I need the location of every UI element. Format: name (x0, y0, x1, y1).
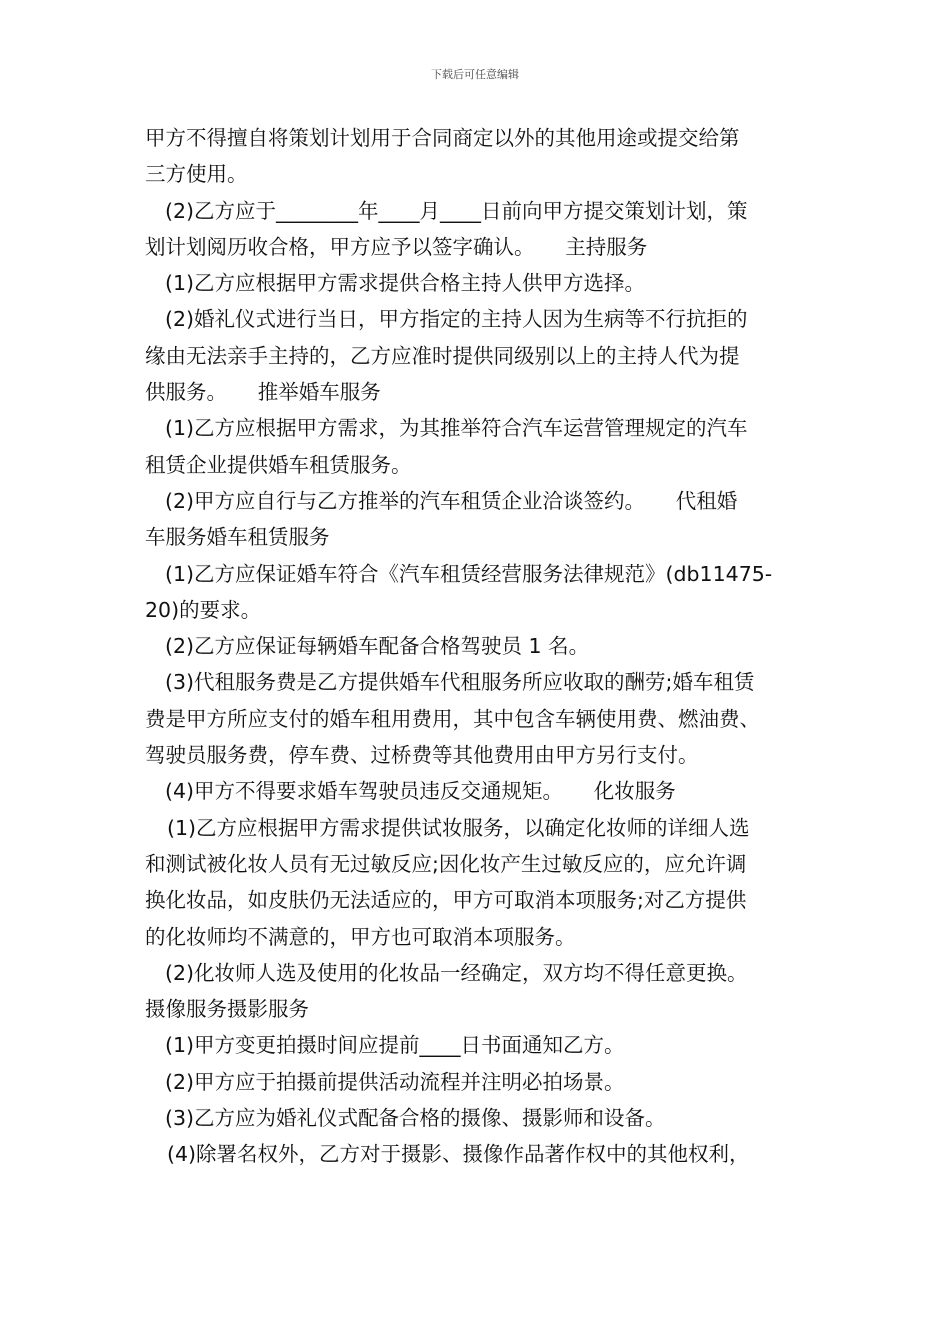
text-line: 20)的要求。 (145, 597, 262, 622)
text-line: (1)乙方应根据甲方需求提供试妆服务，以确定化妆师的详细人选 (167, 815, 750, 840)
text-line: (2)化妆师人选及使用的化妆品一经确定，双方均不得任意更换。 (165, 960, 748, 985)
text-line: (2)婚礼仪式进行当日，甲方指定的主持人因为生病等不行抗拒的 (165, 307, 748, 332)
text-line: 三方使用。 (145, 162, 248, 187)
contract-body (145, 120, 820, 1173)
text-line: 甲方不得擅自将策划计划用于合同商定以外的其他用途或提交给第 (145, 126, 740, 150)
text-line: 费是甲方所应支付的婚车租用费用，其中包含车辆使用费、燃油费、 (145, 706, 760, 731)
text-line: 换化妆品，如皮肤仍无法适应的，甲方可取消本项服务;对乙方提供 (145, 888, 747, 913)
text-line: (4)甲方不得要求婚车驾驶员违反交通规矩。 化妆服务 (165, 779, 676, 804)
text-line: (2)乙方应保证每辆婚车配备合格驾驶员 1 名。 (165, 634, 590, 659)
page-header-note: 下载后可任意编辑 (431, 68, 519, 81)
text-line: (1)乙方应根据甲方需求，为其推举符合汽车运营管理规定的汽车 (165, 416, 748, 441)
text-line: (4)除署名权外，乙方对于摄影、摄像作品著作权中的其他权利， (167, 1142, 750, 1167)
text-line: (1)甲方变更拍摄时间应提前____日书面通知乙方。 (165, 1033, 625, 1058)
text-line: (2)乙方应于________年____月____日前向甲方提交策划计划，策 (165, 198, 748, 223)
text-line: 供服务。 推举婚车服务 (145, 380, 381, 405)
text-line: 驾驶员服务费，停车费、过桥费等其他费用由甲方另行支付。 (145, 743, 699, 768)
text-line: 缘由无法亲手主持的，乙方应准时提供同级别以上的主持人代为提 (145, 343, 740, 368)
text-line: (3)乙方应为婚礼仪式配备合格的摄像、摄影师和设备。 (165, 1106, 666, 1131)
text-line: (2)甲方应于拍摄前提供活动流程并注明必拍场景。 (165, 1069, 625, 1094)
text-line: (2)甲方应自行与乙方推举的汽车租赁企业洽谈签约。 代租婚 (165, 488, 738, 513)
text-line: 租赁企业提供婚车租赁服务。 (145, 452, 412, 477)
text-line: (1)乙方应根据甲方需求提供合格主持人供甲方选择。 (165, 271, 646, 296)
text-line: 摄像服务摄影服务 (145, 997, 309, 1022)
text-line: (3)代租服务费是乙方提供婚车代租服务所应收取的酬劳;婚车租赁 (165, 670, 755, 695)
text-line: 车服务婚车租赁服务 (145, 525, 330, 550)
text-line: (1)乙方应保证婚车符合《汽车租赁经营服务法律规范》(db11475- (165, 561, 773, 586)
text-line: 划计划阅历收合格，甲方应予以签字确认。 主持服务 (145, 234, 648, 259)
text-line: 和测试被化妆人员有无过敏反应;因化妆产生过敏反应的，应允许调 (145, 851, 747, 876)
text-line: 的化妆师均不满意的，甲方也可取消本项服务。 (145, 924, 576, 949)
